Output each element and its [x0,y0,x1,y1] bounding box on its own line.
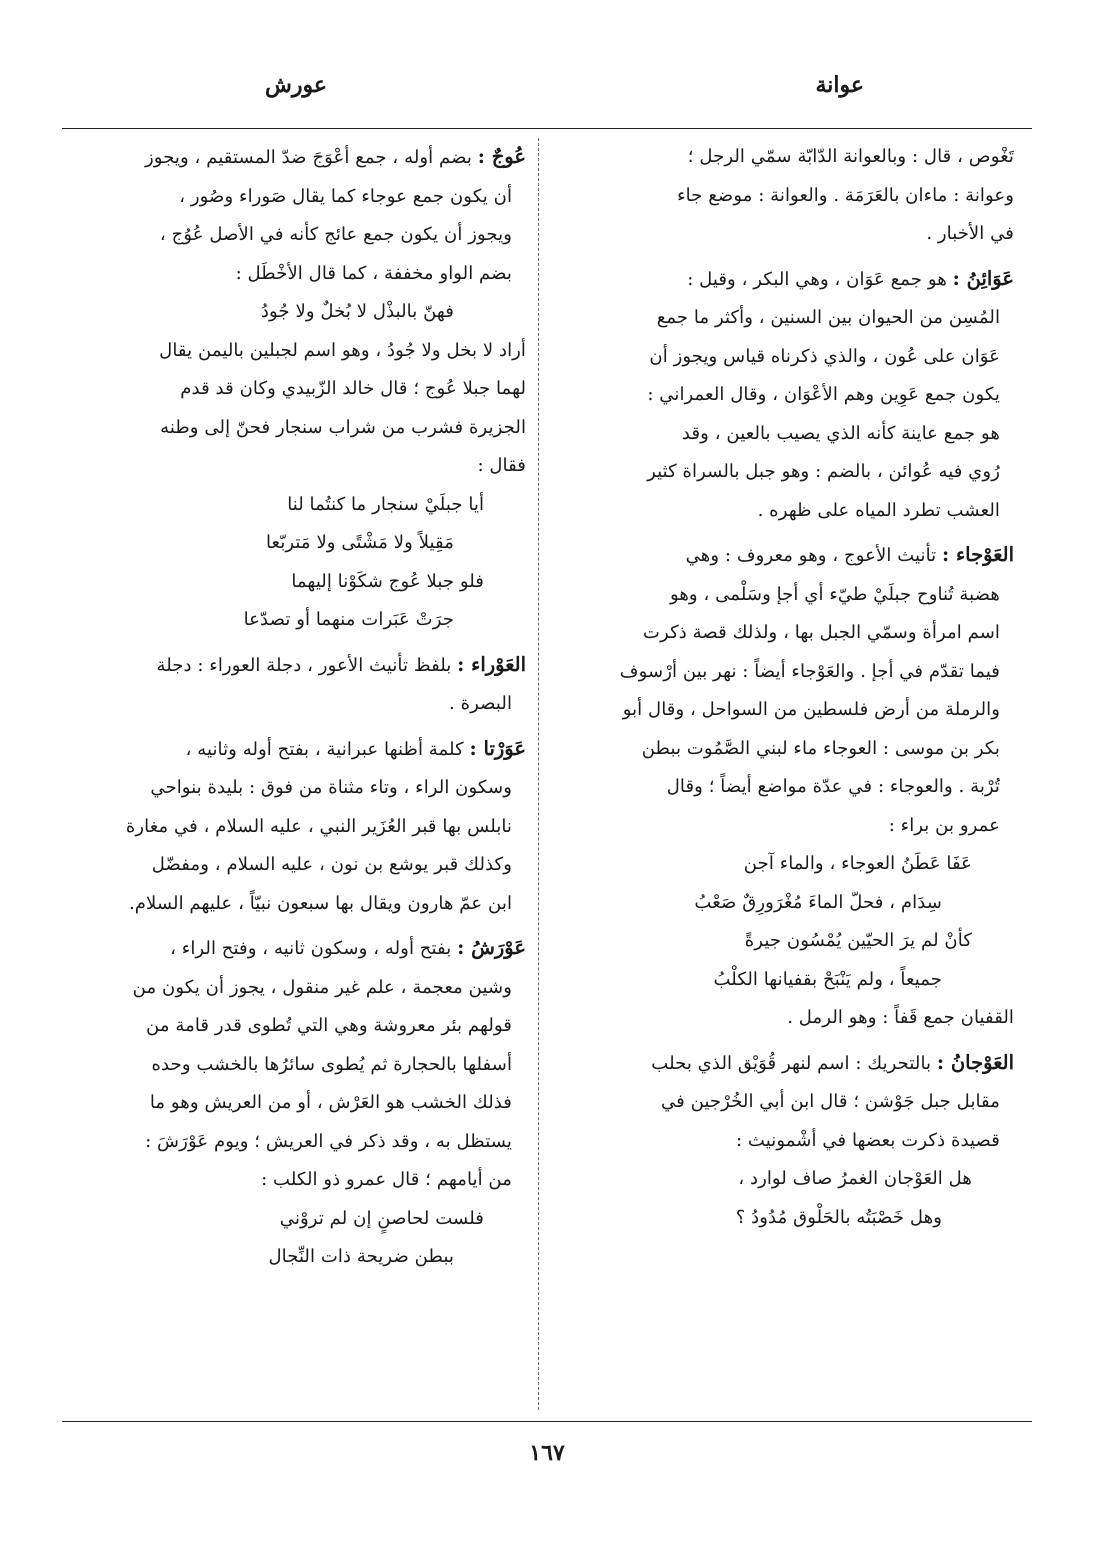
text-line: تَغْوص ، قال : وبالعوانة الدّابّة سمّي الرجل ؛ [687,146,1014,167]
entry-uj [70,138,526,640]
verse-line: مَقِيلاً ولا مَشْتًى ولا مَتربّعا [266,532,454,553]
text-line: أسفلها بالحجارة ثم يُطوى سائرُها بالخشب وحده [151,1053,512,1075]
entry-first-line [70,646,526,686]
verse-line: فهنّ بالبذْل لا بُخلٌ ولا جُودُ [260,301,454,322]
text-line: ويجوز أن يكون جمع عائج كأنه في الأصل عُوُج ، [159,224,512,245]
text-line: أراد لا بخل ولا جُودُ ، وهو اسم لجبلين باليمن يقال [159,339,526,361]
text-line: عَوَان على عُون ، والذي ذكرناه قياس ويجوز أن [649,345,1000,367]
entry-first-line [566,260,1014,300]
text-line: القفيان جمع قَفاً : وهو الرمل . [787,1007,1014,1028]
left-column [70,138,526,1283]
verse-line: وهل خَصْبَتُه بالحَلْوق مُدُودُ ؟ [735,1206,942,1228]
verse-line: أيا جبلَيْ سنجار ما كنتُما لنا [287,493,484,515]
verse-line: فلست لحاصنٍ إن لم تروْني [279,1207,484,1229]
text-line: يستظل به ، وقد ذكر في العريش ؛ ويوم عَوْرَشَ : [145,1130,512,1152]
verse-line: ببطن ضريحة ذات النِّجال [268,1246,454,1267]
text-line: قولهم بئر معروشة وهي التي تُطوى قدر قامة من [145,1015,512,1036]
text-line: مقابل جبل جَوْشن ؛ قال ابن أبي الخُرْجين في [660,1091,1000,1112]
verse-line: هل العَوْجان الغمرُ صاف لوارد ، [738,1168,972,1189]
headword: عُوجٌ : [477,145,526,168]
text-line: رُوي فيه عُوائن ، بالضم : وهو جبل بالسراة كثير [647,461,1000,482]
text-line: تُرْبة . والعوجاء : في عدّة مواضع أيضاً ؛ وقال [666,776,1000,797]
headword: العَوْجاء : [942,543,1014,566]
text-run: تأنيث الأعوج ، وهو معروف : وهي [685,545,942,566]
entry-first-line [566,1044,1014,1084]
text-line: وسكون الراء ، وتاء مثناة من فوق : بليدة بنواحي [150,777,512,798]
verse-line: عَفَا عَطَنُ العوجاء ، والماء آجن [743,853,972,874]
headword: عَوَرْتا : [469,736,526,760]
text-line: المُسِن من الحيوان بين السنين ، وأكثر ما جمع [656,307,1000,328]
text-line: ابن عمّ هارون ويقال بها سبعون نبيّاً ، عليهم السلام. [128,892,512,914]
text-line: في الأخبار . [926,223,1014,244]
headword: العَوْجانُ : [936,1050,1014,1074]
entry-awrash [70,929,526,1277]
text-line: فقال : [477,455,526,476]
entry-awana-continued [566,138,1014,254]
verse-line: سِدَام ، فحلّ الماءَ مُغْرَورِقٌ صَعْبُ [694,891,942,913]
text-line: بضم الواو مخففة ، كما قال الأخْطَل : [235,262,512,284]
text-line: عمرو بن براء : [888,814,1000,836]
verse-line: فلو جبلا عُوج شكَوْنا إليهما [291,570,484,592]
header-rule [62,128,1032,129]
entry-first-line [70,730,526,770]
text-line: يكون جمع عَوِين وهم الأعْوَان ، وقال العمراني : [647,384,1000,405]
headword: عَوَائِنُ : [952,266,1014,290]
column-divider [538,138,539,1410]
text-line: العشب تطرد المياه على ظهره . [757,499,1000,521]
verse-line: جميعاً ، ولم يَنْبَحْ بقفيانها الكلْبُ [713,968,942,990]
running-header-right: عوانة [815,72,864,98]
entry-first-line [70,929,526,969]
entry-first-line [70,138,526,178]
page-number: ١٦٧ [529,1440,565,1466]
text-line: هو جمع عاينة كأنه الذي يصيب بالعين ، وقد [681,422,1000,444]
text-line: لهما جبلا عُوج ؛ قال خالد الزّبيدي وكان قد قدم [180,378,526,399]
text-run: بفتح أوله ، وسكون ثانيه ، وفتح الراء ، [170,938,458,959]
footer-rule [62,1421,1032,1422]
verse-line: كأنْ لم يرَ الحيّين يُمْسُون جيرةً [744,930,972,951]
verse-line: جرَتْ عَبَرات منهما أو تصدّعا [243,609,454,630]
text-line: نابلس بها قبر العُزَير النبي ، عليه السلام ، في مغارة [125,815,512,837]
text-line: قصيدة ذكرت بعضها في أشْمونيث : [736,1129,1000,1151]
text-run: كلمة أظنها عبرانية ، بفتح أوله وثانيه ، [185,738,470,760]
entry-al-awja [566,536,1014,1038]
text-line: الجزيرة فشرب من شراب سنجار فحنّ إلى وطنه [160,416,526,438]
running-header-left: عورش [265,72,327,98]
text-run: بالتحريك : اسم لنهر قُوَيْق الذي بحلب [651,1052,937,1074]
text-line: أن يكون جمع عوجاء كما يقال صَوراء وصُور ، [179,185,512,207]
entry-al-awjan [566,1044,1014,1238]
entry-awarta [70,730,526,924]
text-line: وشين معجمة ، علم غير منقول ، يجوز أن يكون من [132,976,512,998]
text-line: بكر بن موسى : العوجاء ماء لبني الصَّمُوت ببطن [641,737,1000,759]
text-line: من أيامهم ؛ قال عمرو ذو الكلب : [261,1169,512,1190]
text-run: بضم أوله ، جمع أعْوَجَ ضدّ المستقيم ، ويجوز [145,147,478,168]
text-line: فيما تقدّم في أجإ . والعَوْجاء أيضاً : نهر بين أرْسوف [619,660,1000,682]
headword: العَوْراء : [457,652,526,676]
text-line: والرملة من أرض فلسطين من السواحل ، وقال أبو [622,699,1000,720]
right-column [566,138,1014,1243]
text-line: وكذلك قبر يوشع بن نون ، عليه السلام ، ومفضّل [151,854,512,875]
entry-first-line [566,536,1014,576]
text-line: فذلك الخشب هو العَرْش ، أو من العريش وهو ما [149,1092,512,1113]
text-run: هو جمع عَوَان ، وهي البكر ، وقيل : [687,268,953,290]
headword: عَوْرَشُ : [457,936,526,959]
text-line: هضبة تُناوح جبلَيْ طيّء أي أجإ وسَلْمى ، وهو [669,583,1000,605]
text-line: اسم امرأة وسمّي الجبل بها ، ولذلك قصة ذكرت [642,622,1000,643]
text-line: وعوانة : ماءان بالعَرَمَة . والعوانة : موضع جاء [677,184,1014,206]
text-line: البصرة . [449,693,512,714]
entry-al-awra [70,646,526,724]
text-run: بلفظ تأنيث الأعور ، دجلة العوراء : دجلة [156,654,458,676]
entry-awain [566,260,1014,531]
